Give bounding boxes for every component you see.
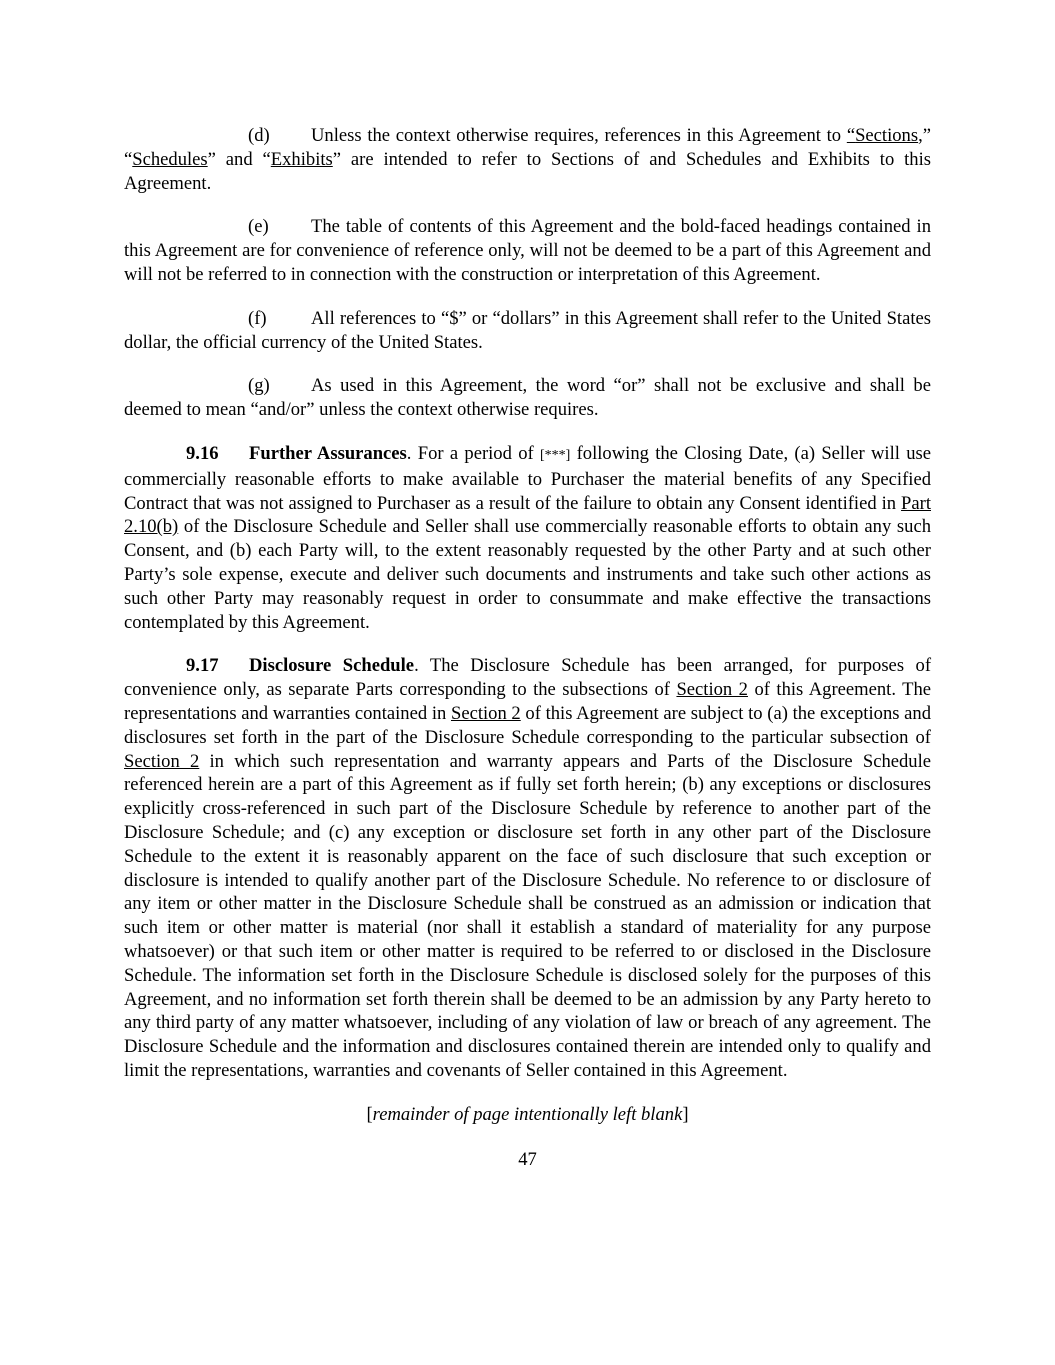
redacted-period: [***]: [539, 447, 571, 463]
schedules-term: Schedules: [132, 148, 208, 170]
paragraph-e: [124, 215, 931, 286]
section-2-reference: Section 2: [676, 679, 748, 701]
section-2-reference: Section 2: [124, 750, 200, 772]
paragraph-g-text: As used in this Agreement, the word “or” shall not be exclusive and shall be deemed to mean “and/or” unless the context otherwise requires.: [124, 375, 931, 421]
paragraph-d-label: (d): [248, 125, 270, 146]
section-9-16-number: 9.16: [186, 442, 219, 464]
paragraph-f-label: (f): [248, 307, 267, 329]
paragraph-e-text: The table of contents of this Agreement and the bold-faced headings contained in this Agreement are for convenience of reference only, will not be deemed to be a part of this Agreement and will not be referred to in connection with the construction or interpretation of this Agreement.: [124, 216, 931, 285]
section-9-16: 9.16 Further Assurances. For a period of [***] following the Closing Date, (a) Seller will use commercially reasonable efforts to make available to Purchaser the material benefits of any Specified Contract that was not assigned to Purchaser as a result of the failure to obtain any Consent identified in Part 2.10(b) of the Disclosure Schedule and Seller shall use commercially reasonable efforts to obtain any such Consent, and (b) each Party will, to the extent reasonably requested by the other Party and at such other Party’s sole expense, execute and deliver such documents and instruments and take such other actions as such other Party may reasonably request in order to consummate and make effective the transactions contemplated by this Agreement.: [124, 442, 931, 633]
exhibits-term: Exhibits: [270, 148, 333, 170]
section-9-17: 9.17 Disclosure Schedule. The Disclosure Schedule has been arranged, for purposes of convenience only, as separate Parts corresponding to the subsections of Section 2 of this Agreement. The representations and warranties contained in Section 2 of this Agreement are subject to (a) the exceptions and disclosures set forth in the part of the Disclosure Schedule corresponding to the particular subsection of Section 2 in which such representation and warranty appears and Parts of the Disclosure Schedule referenced herein are a part of this Agreement as if fully set forth herein; (b) any exceptions or disclosures explicitly cross-referenced in such part of the Disclosure Schedule by reference to another part of the Disclosure Schedule; and (c) any exception or disclosure set forth in any other part of the Disclosure Schedule to the extent it is reasonably apparent on the face of such disclosure that such exception or disclosure is intended to qualify another part of the Disclosure Schedule. No reference to or disclosure of any item or other matter in the Disclosure Schedule shall be construed as an admission or indication that such item or other matter is material (nor shall it establish a standard of materiality for any purpose whatsoever) or that such item or other matter is required to be referred to or disclosed in the Disclosure Schedule. The information set forth in the Disclosure Schedule is disclosed solely for the purposes of this Agreement, and no information set forth therein shall be deemed to be an admission by any Party hereto to any third party of any matter whatsoever, including of any violation of law or breach of any agreement. The Disclosure Schedule and the information and disclosures contained therein are intended only to qualify and limit the representations, warranties and covenants of Seller contained in this Agreement.: [124, 655, 932, 1081]
remainder-note: [remainder of page intentionally left blank]: [366, 1103, 689, 1125]
remainder-note-text: remainder of page intentionally left blank: [372, 1103, 683, 1125]
document-page: [124, 124, 931, 1172]
page-number: 47: [518, 1149, 537, 1171]
sections-term: “Sections: [846, 125, 919, 146]
paragraph-f-text: All references to “$” or “dollars” in this Agreement shall refer to the United States dollar, the official currency of the United States.: [124, 307, 931, 353]
paragraph-d: (d) Unless the context otherwise requires, references in this Agreement to “Sections,” “Schedules” and “Exhibits” are intended to refer to Sections of and Schedules and Exhibits to this Agreement.: [124, 125, 931, 194]
paragraph-g-label: (g): [248, 375, 270, 397]
paragraph-e-label: (e): [248, 216, 269, 238]
paragraph-f: [124, 307, 931, 355]
paragraph-g: [124, 374, 931, 422]
section-9-16-heading: Further Assurances: [249, 442, 407, 464]
section-2-reference: Section 2: [450, 702, 521, 724]
part-2-10b-reference: Part 2.10(b): [124, 492, 931, 538]
section-9-17-heading: Disclosure Schedule: [249, 655, 415, 677]
section-9-17-number: 9.17: [186, 655, 219, 677]
